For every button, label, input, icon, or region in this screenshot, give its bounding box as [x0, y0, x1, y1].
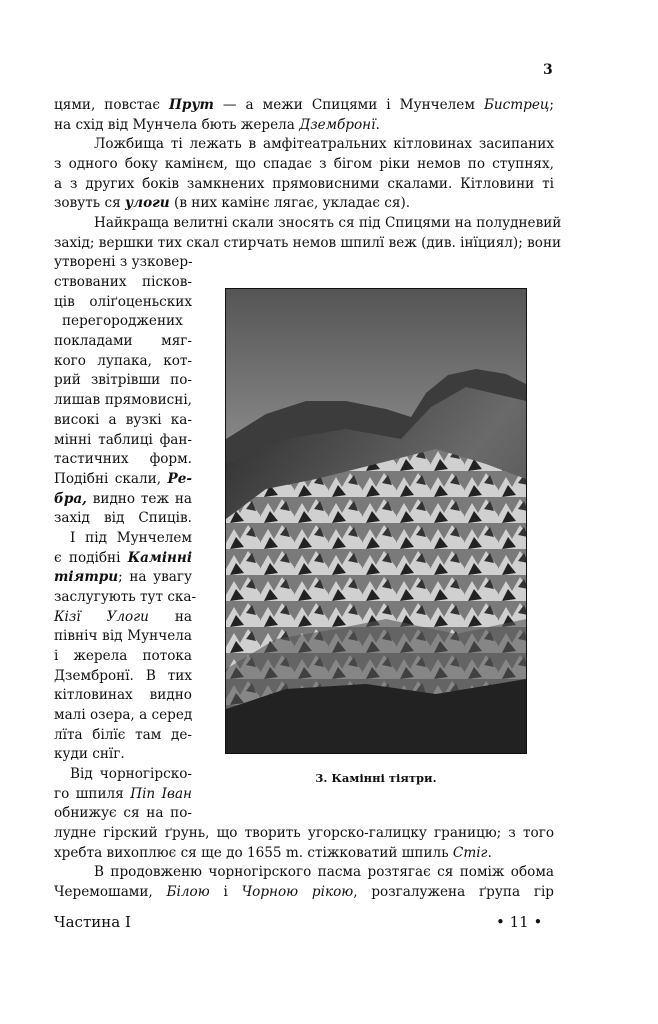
text-line: заслугують тут ска- [54, 588, 197, 605]
text-line: Черемошами, Білою і Чорною рікою, розгалужена ґрупа гір [54, 884, 555, 900]
text-line: бра, видно теж на [54, 490, 192, 507]
text-line: ців оліґоценьских [54, 293, 192, 310]
text-line: тастичних форм. [54, 451, 192, 468]
text-line: обнижує ся на по- [54, 805, 192, 822]
text-line: північ від Мунчела [54, 628, 192, 645]
text-line: є подібні Камінні [54, 549, 192, 566]
text-line: мінні таблиці фан- [54, 431, 192, 448]
text-line: малі озера, а серед [54, 706, 193, 723]
text-line: захід від Спиців. [54, 510, 192, 527]
text-line: зовуть ся улоги (в них камінє лягає, укладає ся). [54, 195, 411, 212]
text-line: покладами мяг- [54, 333, 192, 350]
text-line: цями, повстає Прут — а межи Спицями і Мунчелем Бистрец; [54, 97, 555, 113]
footer-part-label: Частина I [54, 913, 131, 931]
text-line: кітловинах видно [54, 687, 192, 704]
text-line: тіятри; на увагу [54, 569, 192, 586]
text-line: захід; вершки тих скал стирчать немов шпилї веж (див. інїциял); вони [54, 234, 562, 251]
figure-caption: 3. Камінні тіятри. [315, 771, 437, 785]
text-line: ствованих пісков- [54, 274, 192, 291]
text-line: високі а вузкі ка- [54, 411, 192, 428]
text-line: а з других боків замкнених прямовисними скалами. Кітловини ті [54, 175, 554, 192]
text-line: з одного боку камінєм, що спадає з бігом ріки немов по ступнях, [54, 156, 554, 172]
text-line: Найкраща велитні скали зносять ся під Спицями на полудневий [94, 215, 562, 232]
text-line: І під Мунчелем [70, 529, 192, 546]
text-line: хребта вихоплює ся ще до 1655 m. стіжковатий шпиль Стіг. [54, 844, 492, 861]
text-line: го шпиля Піп Іван [54, 785, 193, 802]
text-line: Кізї Улоги на [54, 608, 192, 625]
text-line: на схід від Мунчела бють жерела Дзембронї. [54, 116, 380, 133]
text-line: Дзембронї. В тих [54, 667, 192, 684]
text-line: і жерела потока [54, 647, 192, 664]
text-line: лишав прямовисні, [54, 392, 192, 409]
text-line: перегороджених [62, 313, 183, 330]
text-line: кого лупака, кот- [54, 352, 192, 369]
text-line: Від чорногірско- [70, 765, 192, 782]
text-line: Ложбища ті лежать в амфітеатральних кітловинах засипаних [94, 136, 554, 153]
text-line: Подібні скали, Ре- [54, 470, 192, 487]
text-line: рий звітрівши по- [54, 372, 192, 389]
text-line: куди снїг. [54, 746, 125, 763]
text-line: В продовженю чорногірского пасма розтягає ся поміж обома [94, 864, 554, 881]
mountain-photo [225, 288, 527, 754]
footer-page-number: • 11 • [496, 913, 543, 931]
text-line: лудне гірский ґрунь, що творить угорско-галицку границю; з того [54, 825, 554, 841]
text-line: утворені з узковер- [54, 254, 193, 271]
text-line: лїта білїє там де- [54, 726, 192, 743]
page-number: 3 [543, 62, 553, 78]
